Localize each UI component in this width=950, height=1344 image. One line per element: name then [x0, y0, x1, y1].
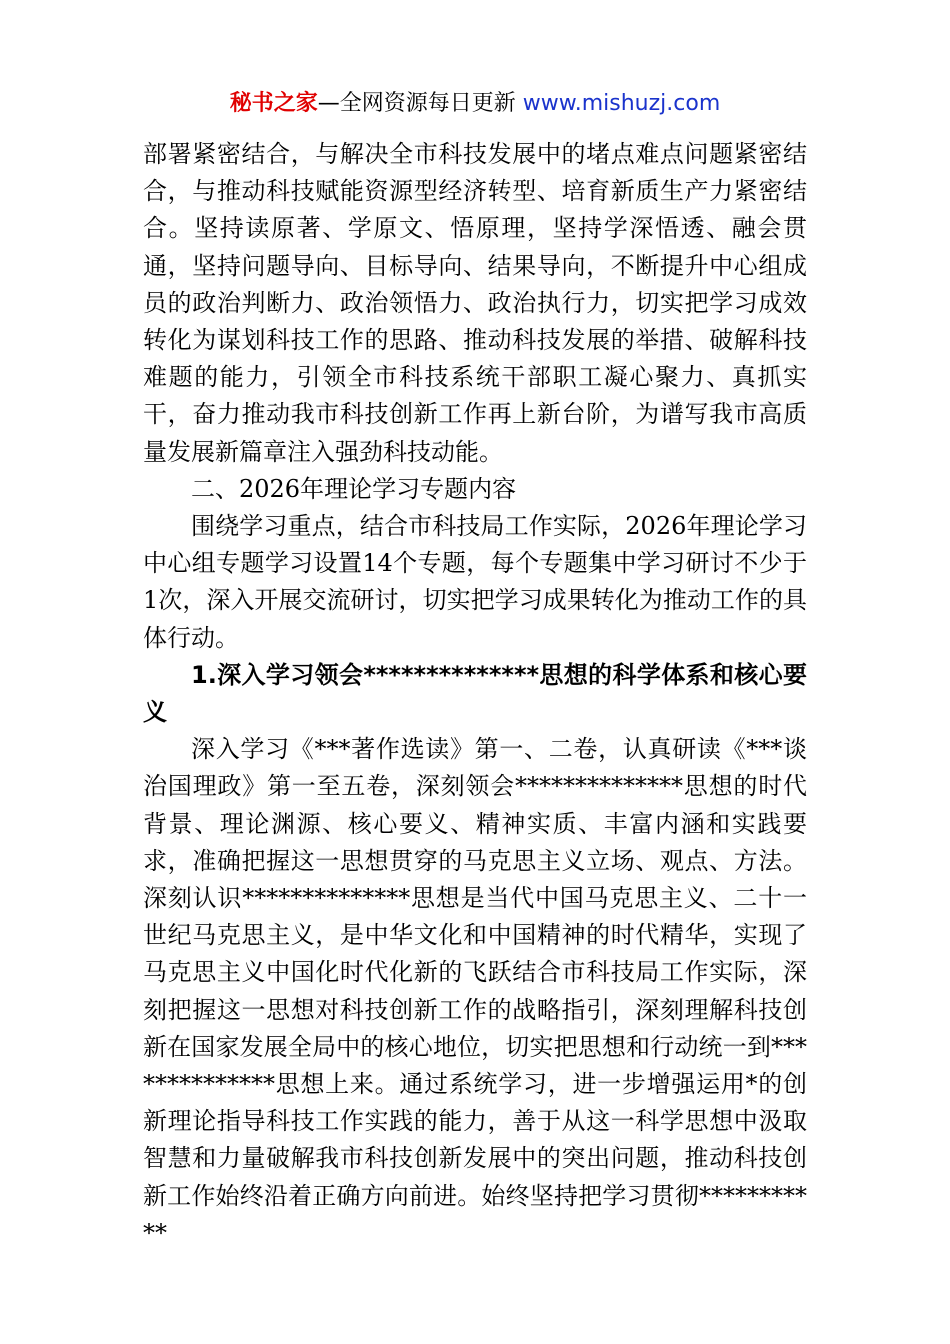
- topic-1-heading: 1.深入学习领会**************思想的科学体系和核心要义: [143, 660, 807, 727]
- page-header: [0, 88, 950, 120]
- website-link[interactable]: www.mishuzj.com: [522, 91, 721, 116]
- header-tagline: —全网资源每日更新: [317, 91, 523, 116]
- paragraph-continuation: 部署紧密结合，与解决全市科技发展中的堵点难点问题紧密结合，与推动科技赋能资源型经济转型、培育新质生产力紧密结合。坚持读原著、学原文、悟原理，坚持学深悟透、融会贯通，坚持问题导向、目标导向、结果导向，不断提升中心组成员的政治判断力、政治领悟力、政治执行力，切实把学习成效转化为谋划科技工作的思路、推动科技发展的举措、破解科技难题的能力，引领全市科技系统干部职工凝心聚力、真抓实干，奋力推动我市科技创新工作再上新台阶，为谱写我市高质量发展新篇章注入强劲科技动能。: [143, 140, 807, 466]
- paragraph-topic-1: 深入学习《***著作选读》第一、二卷，认真研读《***谈治国理政》第一至五卷，深刻领会**************思想的时代背景、理论渊源、核心要义、精神实质、丰富内涵和实践要求，准确把握这一思想贯穿的马克思主义立场、观点、方法。深刻认识**************思想是当代中国马克思主义、二十一世纪马克思主义，是中华文化和中国精神的时代精华，实现了马克思主义中国化时代化新的飞跃结合市科技局工作实际，深刻把握这一思想对科技创新工作的战略指引，深刻理解科技创新在国家发展全局中的核心地位，切实把思想和行动统一到**************思想上来。通过系统学习，进一步增强运用*的创新理论指导科技工作实践的能力，善于从这一科学思想中汲取智慧和力量破解我市科技创新发展中的突出问题，推动科技创新工作始终沿着正确方向前进。始终坚持把学习贯彻***********: [143, 735, 807, 1247]
- document-body: [143, 136, 807, 1252]
- section-heading-2: 二、2026年理论学习专题内容: [191, 474, 517, 503]
- brand-name: 秘书之家: [229, 91, 318, 116]
- paragraph-topics-intro: 围绕学习重点，结合市科技局工作实际，2026年理论学习中心组专题学习设置14个专题，每个专题集中学习研讨不少于1次，深入开展交流研讨，切实把学习成果转化为推动工作的具体行动。: [143, 512, 807, 652]
